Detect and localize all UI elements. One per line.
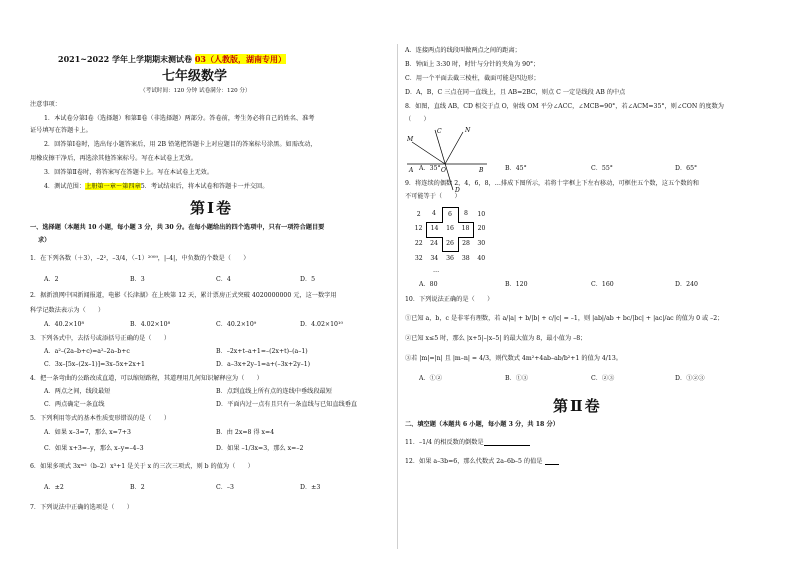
- subject-title: 七年级数学: [162, 69, 228, 84]
- grid-cell: 24: [430, 240, 438, 248]
- q5-option-a: A．如果 x–3=7，那么 x=7+3: [44, 429, 131, 436]
- q2-stem-cont: 科学记数法表示为（ ）: [30, 307, 105, 314]
- q3-option-c: C．3x–[5x–(2x–1)]=3x–5x+2x+1: [44, 361, 145, 368]
- q8-option-d: D．65°: [675, 165, 698, 172]
- q8-option-b: B．45°: [505, 165, 527, 172]
- label-o: O: [441, 167, 446, 174]
- q5-option-b: B．由 2x=8 得 x=4: [216, 429, 275, 436]
- grid-cell: 40: [477, 254, 486, 262]
- section-2-heading: 二、填空题（本题共 6 小题，每小题 3 分，共 18 分）: [405, 421, 559, 428]
- q4-option-d: D．平面内过一点有且只有一条直线与已知直线垂直: [216, 401, 358, 408]
- q2-option-b: B．4.02×10⁸: [130, 321, 171, 328]
- q10-stem: 10．下列说法正确的是（ ）: [405, 296, 494, 303]
- q1-option-b: B．3: [130, 276, 145, 283]
- note-3: 3．回答第Ⅱ卷时，将答案写在答题卡上。写在本试卷上无效。: [44, 169, 214, 176]
- grid-cell: 4: [432, 210, 436, 218]
- q10-option-a: A．①②: [419, 375, 443, 382]
- q2-option-d: D．4.02×10¹⁰: [300, 321, 343, 328]
- grid-cell: 10: [477, 210, 486, 218]
- label-a: A: [409, 167, 414, 174]
- q4-option-a: A．两点之间，线段最短: [44, 388, 111, 395]
- q12: [405, 458, 559, 465]
- q7-stem: 7．下列说法中正确的选项是（ ）: [30, 504, 133, 511]
- notes-heading: 注意事项：: [30, 101, 61, 108]
- q2-option-a: A．40.2×10⁸: [44, 321, 84, 328]
- grid-cell: 6: [442, 208, 458, 223]
- q7-option-b: B．钟面上 3:30 时，时针与分针的夹角为 90°；: [405, 61, 540, 68]
- grid-cell: 12: [414, 225, 423, 233]
- q7-option-d: D．A，B，C 三点在同一直线上，且 AB=2BC，则点 C 一定是线段 AB 的中点: [405, 89, 626, 96]
- q1-option-d: D．5: [300, 276, 316, 283]
- q12-stem: 12．如果 a–3b=6，那么代数式 2a–6b–5 的值是: [405, 457, 543, 465]
- grid-cell: 8: [464, 210, 468, 218]
- note-4: [44, 184, 268, 190]
- q11-answer-blank[interactable]: [484, 439, 530, 446]
- exam-info: （考试时间：120 分钟 试卷满分：120 分）: [140, 88, 251, 94]
- q9-stem-cont: 不可能等于（ ）: [405, 193, 461, 200]
- grid-cell: 14: [427, 222, 443, 237]
- exam-title-highlight: 03（人教版，湖南专用）: [194, 54, 286, 64]
- q10-option-d: D．①②③: [675, 375, 705, 382]
- q4-option-c: C．两点确定一条直线: [44, 401, 105, 408]
- section-1-heading-cont: 求）: [38, 237, 51, 244]
- grid-cell: 2: [416, 210, 421, 218]
- q1-option-a: A．2: [44, 276, 59, 283]
- q3-option-a: A．a²–(2a–b+c)=a²–2a–b+c: [44, 348, 130, 355]
- q3-stem: 3．下列各式中，去括号或添括号正确的是（ ）: [30, 335, 171, 342]
- ray-on: [445, 132, 463, 164]
- q5-stem: 5．下列利用等式的基本性质变形错误的是（ ）: [30, 415, 171, 422]
- ray-om: [412, 142, 445, 164]
- q9-option-d: D．240: [675, 281, 698, 288]
- q7-option-a: A．连接两点的线段叫做两点之间的距离；: [405, 47, 521, 54]
- q8-stem: 8．如图，直线 AB，CD 相交于点 O，射线 OM 平分∠ACC，∠MCB=90°，若∠ACM=35°，则∠CON 的度数为: [405, 103, 724, 110]
- q9-stem: 9．将连续的偶数 2，4，6，8，…排成下图所示，若将十字框上下左右移动，可框住五个数，这五个数的和: [405, 180, 699, 187]
- grid-cell: 36: [446, 254, 454, 262]
- label-d: D: [455, 187, 460, 194]
- label-m: M: [407, 136, 414, 143]
- q3-option-b: B．–2x+t–a+1=–(2x+t)–(a–1): [216, 348, 308, 355]
- q7-option-c: C．用一个平面去截三棱柱，截面可能是四边形；: [405, 75, 540, 82]
- q10-option-b: B．①③: [505, 375, 529, 382]
- q5-option-c: C．如果 x+3=–y，那么 x–y=–4–3: [44, 445, 144, 452]
- volume-2-title: 第Ⅱ卷: [553, 397, 602, 415]
- column-divider: [397, 44, 398, 549]
- label-b: B: [479, 167, 484, 174]
- volume-1-title: 第Ⅰ卷: [190, 199, 234, 217]
- grid-cell: 28: [462, 240, 470, 248]
- note-2: 2．回答第Ⅰ卷时，选出每小题答案后，用 2B 铅笔把答题卡上对应题目的答案标号涂黑。如需改动，: [44, 141, 317, 148]
- scope-prefix: 4．测试范围：: [44, 183, 86, 190]
- q10-option-c: C．②③: [591, 375, 615, 382]
- grid-cell: 30: [477, 240, 486, 248]
- q9-number-grid: [411, 207, 489, 266]
- note-1-cont: 证号填写在答题卡上。: [30, 127, 92, 134]
- q6-option-c: C．–3: [216, 484, 234, 491]
- section-1-heading: 一、选择题（本题共 10 小题，每小题 3 分，共 30 分。在每小题给出的四个选项中，只有一项符合题目要: [30, 224, 325, 231]
- exam-title-prefix: 2021~2022 学年上学期期末测试卷: [58, 54, 193, 64]
- grid-cell: 26: [442, 237, 458, 252]
- exam-title: [58, 55, 286, 63]
- label-c: C: [437, 128, 442, 135]
- q2-option-c: C．40.2×10⁹: [216, 321, 257, 328]
- q6-option-b: B．2: [130, 484, 145, 491]
- q4-stem: 4．把一条弯曲的公路改成直道，可以缩短路程，其道理用几何知识解释应为（ ）: [30, 375, 263, 382]
- scope-suffix: 5．考试结束后，将本试卷和答题卡一并交回。: [140, 183, 269, 190]
- q3-option-d: D．a–3x+2y–1=a+(–3x+2y–1): [216, 361, 311, 368]
- q11-stem: 11．–1/4 的相反数的倒数是: [405, 438, 484, 446]
- q6-option-d: D．±3: [300, 484, 321, 491]
- q6-option-a: A．±2: [44, 484, 64, 491]
- q9-ellipsis: …: [433, 267, 440, 274]
- grid-cell: 32: [414, 254, 423, 262]
- q4-option-b: B．点到直线上所有点的连线中垂线段最短: [216, 388, 332, 395]
- grid-cell: 18: [458, 222, 474, 237]
- q1-stem: 1．在下列各数（＋3），–2²，–3/4，（–1）²⁰⁰⁹，|–4|，中负数的个数是（ ）: [30, 255, 250, 262]
- q8-option-c: C．55°: [591, 165, 613, 172]
- q2-stem: 2．据新浪网中国新闻报道，电影《长津湖》在上映第 12 天，累计票房正式突破 4020000000 元，这一数字用: [30, 292, 337, 299]
- q10-statement-3: ③若 |m|=|n| 且 |m–n| = 4/3，则代数式 4m²+4ab–ab/b²+1 的值为 4/13。: [405, 355, 622, 362]
- grid-cell: 22: [414, 240, 423, 248]
- q1-option-c: C．4: [216, 276, 231, 283]
- q12-answer-blank[interactable]: [545, 458, 559, 465]
- q9-option-c: C．160: [591, 281, 614, 288]
- q6-stem: 6．如果多项式 3xᵐ²（b–2）x³+1 是关于 x 的三次三项式，则 b 的值为（ ）: [30, 463, 254, 470]
- q5-option-d: D．如果 –1/3x=3，那么 x=–2: [216, 445, 304, 452]
- grid-cell: 20: [477, 225, 486, 233]
- q8-stem-cont: （ ）: [405, 116, 430, 123]
- grid-cell: 16: [446, 225, 454, 233]
- label-n: N: [465, 127, 471, 134]
- q10-statement-2: ②已知 x≤5 时，那么 |x+5|–|x–5| 的最大值为 8，最小值为 –8；: [405, 335, 587, 342]
- q8-option-a: A．35°: [419, 165, 441, 172]
- q9-option-b: B．120: [505, 281, 528, 288]
- q11: [405, 439, 530, 446]
- q10-statement-1: ①已知 a，b，c 是非零有理数，若 a/|a| + b/|b| + c/|c| = –1，则 |ab|/ab + bc/|bc| + |ac|/ac 的值为 0 或 –2；: [405, 315, 724, 322]
- grid-cell: 34: [430, 254, 439, 262]
- grid-cell: 38: [461, 254, 470, 262]
- note-1: 1．本试卷分第Ⅰ卷（选择题）和第Ⅱ卷（非选择题）两部分。答卷前，考生务必将自己的姓名、准考: [44, 115, 315, 122]
- scope-highlight: 上册第一章～第四章: [85, 183, 141, 190]
- note-2-cont: 用橡皮擦干净后，再选涂其他答案标号。写在本试卷上无效。: [30, 155, 198, 162]
- q9-option-a: A．80: [419, 281, 438, 288]
